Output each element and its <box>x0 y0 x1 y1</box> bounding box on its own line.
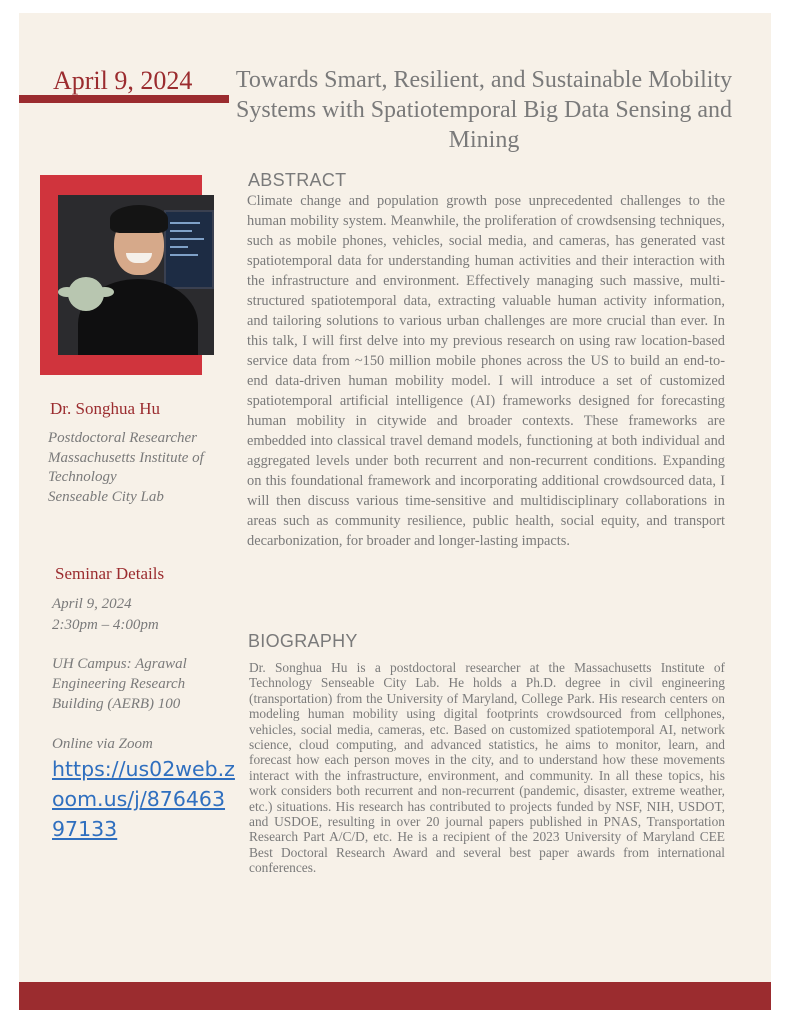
footer-bar <box>19 982 771 1010</box>
header-date-rule <box>19 95 229 103</box>
monitor-shape <box>164 210 214 289</box>
speaker-affiliation <box>48 429 238 507</box>
seminar-location-line2: Engineering Research <box>52 676 186 692</box>
speaker-photo <box>58 195 214 355</box>
speaker-photo-frame <box>40 175 202 375</box>
biography-text: Dr. Songhua Hu is a postdoctoral researcher at the Massachusetts Institute of Technology Senseable City Lab. He holds a Ph.D. degree in civil engineering (transportation) from the University of Maryland, College Park. His research centers on modeling human mobility using digital footprints crowdsourced from cellphones, vehicles, social media, cameras, etc. Based on customized spatiotemporal AI, network science, cloud computing, and advanced statistics, he aims to monitor, learn, and forecast how each person moves in the city, and to understand how these movements interact with the infrastructure, environment, and community. In all these topics, his work considers both recurrent and non-recurrent (pandemic, disaster, extreme weather, etc.) situations. His research has contributed to projects funded by NSF, NIH, USDOT, and USDOE, resulting in over 20 journal papers published in PNAS, Transportation Research Part A/C/D, etc. He is a recipient of the 2023 University of Maryland CEE Best Doctoral Research Award and several best paper awards from international conferences. <box>249 660 725 876</box>
flyer-page <box>19 13 771 1010</box>
plush-toy-shape <box>68 277 104 311</box>
speaker-position: Postdoctoral Researcher <box>48 430 197 446</box>
seminar-location-line3: Building (AERB) 100 <box>52 696 181 712</box>
seminar-heading: Seminar Details <box>55 564 165 583</box>
talk-title: Towards Smart, Resilient, and Sustainable Mobility Systems with Spatiotemporal Big Data Sensing and Mining <box>235 67 733 153</box>
abstract-heading: ABSTRACT <box>248 170 347 190</box>
abstract-text: Climate change and population growth pose unprecedented challenges to the human mobility system. Meanwhile, the proliferation of crowdsensing techniques, such as mobile phones, vehicles, social media, and cameras, has generated vast spatiotemporal data for understanding human activities and their interaction with the infrastructure and environment. Effectively managing such massive, multi-structured spatiotemporal data, extracting valuable human activity information, and tailoring solutions to various urban challenges are more crucial than ever. In this talk, I will first delve into my previous research on using raw location-based service data from ~150 million mobile phones across the US to build an end-to-end data-driven human mobility model. I will introduce a set of customized spatiotemporal artificial intelligence (AI) frameworks designed for forecasting human mobility in citywide and broader contexts. These frameworks are embedded into classical travel demand models, functioning at both individual and aggregated levels under both recurrent and non-recurrent conditions. Expanding on this foundational framework and incorporating additional crowdsourced data, I will then discuss various time-sensitive and multidisciplinary collaborations in areas such as community resilience, public health, social equity, and transport decarbonization, for broader and longer-lasting impacts. <box>247 193 725 549</box>
seminar-time: 2:30pm – 4:00pm <box>52 617 159 633</box>
speaker-lab: Senseable City Lab <box>48 488 164 505</box>
speaker-hair-shape <box>110 205 168 233</box>
header-date: April 9, 2024 <box>53 66 193 95</box>
zoom-link[interactable]: https://us02web.zoom.us/j/87646397133 <box>52 757 235 841</box>
seminar-online-label: Online via Zoom <box>52 736 153 752</box>
speaker-institution: Massachusetts Institute of Technology <box>48 449 204 485</box>
seminar-location-line1: UH Campus: Agrawal <box>52 656 187 672</box>
biography-heading: BIOGRAPHY <box>248 631 358 651</box>
speaker-name: Dr. Songhua Hu <box>50 399 161 418</box>
seminar-date: April 9, 2024 <box>52 596 132 612</box>
